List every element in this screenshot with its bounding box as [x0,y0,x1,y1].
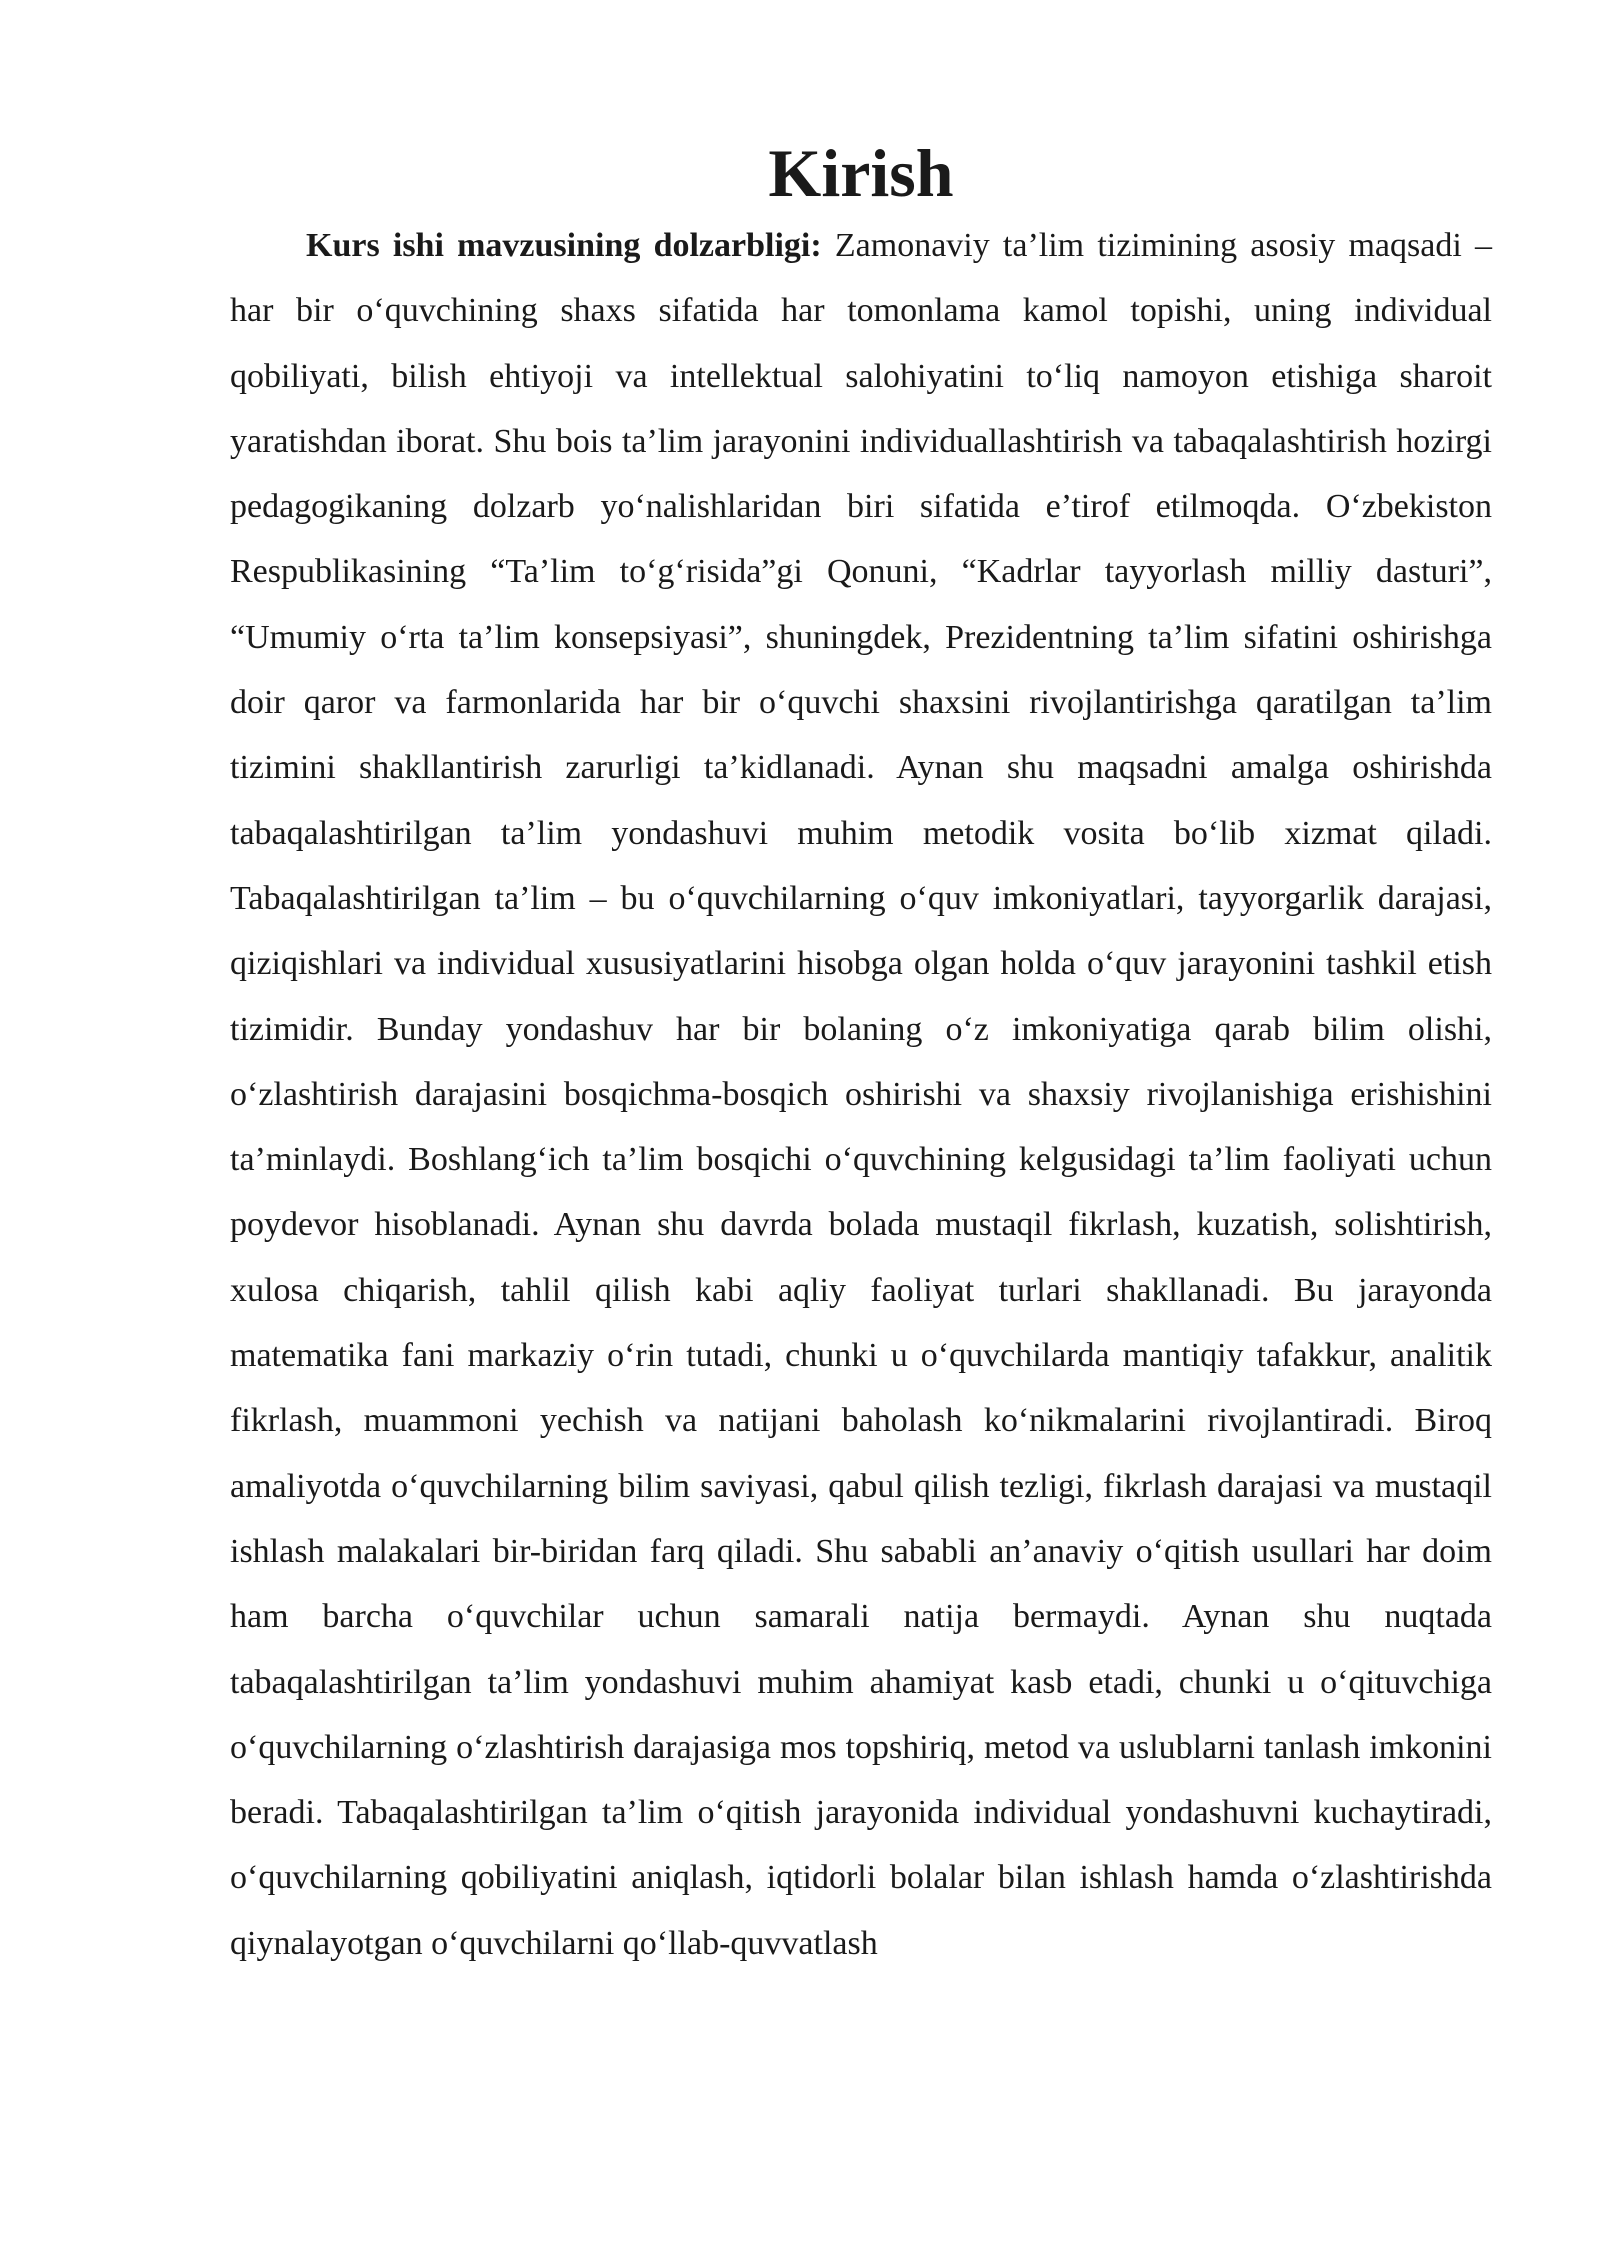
paragraph-body: Zamonaviy ta’lim tizimining asosiy maqsadi – har bir o‘quvchining shaxs sifatida har tomonlama kamol topishi, uning individual qobiliyati, bilish ehtiyoji va intellektual salohiyatini to‘liq namoyon etishiga sharoit yaratishdan iborat. Shu bois ta’lim jarayonini individuallashtirish va tabaqalashtirish hozirgi pedagogikaning dolzarb yo‘nalishlaridan biri sifatida e’tirof etilmoqda. O‘zbekiston Respublikasining “Ta’lim to‘g‘risida”gi Qonuni, “Kadrlar tayyorlash milliy dasturi”, “Umumiy o‘rta ta’lim konsepsiyasi”, shuningdek, Prezidentning ta’lim sifatini oshirishga doir qaror va farmonlarida har bir o‘quvchi shaxsini rivojlantirishga qaratilgan ta’lim tizimini shakllantirish zarurligi ta’kidlanadi. Aynan shu maqsadni amalga oshirishda tabaqalashtirilgan ta’lim yondashuvi muhim metodik vosita bo‘lib xizmat qiladi. Tabaqalashtirilgan ta’lim – bu o‘quvchilarning o‘quv imkoniyatlari, tayyorgarlik darajasi, qiziqishlari va individual xususiyatlarini hisobga olgan holda o‘quv jarayonini tashkil etish tizimidir. Bunday yondashuv har bir bolaning o‘z imkoniyatiga qarab bilim olishi, o‘zlashtirish darajasini bosqichma-bosqich oshirishi va shaxsiy rivojlanishiga erishishini ta’minlaydi. Boshlang‘ich ta’lim bosqichi o‘quvchining kelgusidagi ta’lim faoliyati uchun poydevor hisoblanadi. Aynan shu davrda bolada mustaqil fikrlash, kuzatish, solishtirish, xulosa chiqarish, tahlil qilish kabi aqliy faoliyat turlari shakllanadi. Bu jarayonda matematika fani markaziy o‘rin tutadi, chunki u o‘quvchilarda mantiqiy tafakkur, analitik fikrlash, muammoni yechish va natijani baholash ko‘nikmalarini rivojlantiradi. Biroq amaliyotda o‘quvchilarning bilim saviyasi, qabul qilish tezligi, fikrlash darajasi va mustaqil ishlash malakalari bir-biridan farq qiladi. Shu sababli an’anaviy o‘qitish usullari har doim ham barcha o‘quvchilar uchun samarali natija bermaydi. Aynan shu nuqtada tabaqalashtirilgan ta’lim yondashuvi muhim ahamiyat kasb etadi, chunki u o‘qituvchiga o‘quvchilarning o‘zlashtirish darajasiga mos topshiriq, metod va uslublarni tanlash imkonini beradi. Tabaqalashtirilgan ta’lim o‘qitish jarayonida individual yondashuvni kuchaytiradi, o‘quvchilarning qobiliyatini aniqlash, iqtidorli bolalar bilan ishlash hamda o‘zlashtirishda qiynalayotgan o‘quvchilarni qo‘llab-quvvatlash [230,227,1492,1962]
paragraph-lead: Kurs ishi mavzusining dolzarbligi: [306,227,822,264]
body-paragraph [230,213,1492,1976]
page-title: Kirish [768,135,954,211]
document-page [230,135,1492,1976]
